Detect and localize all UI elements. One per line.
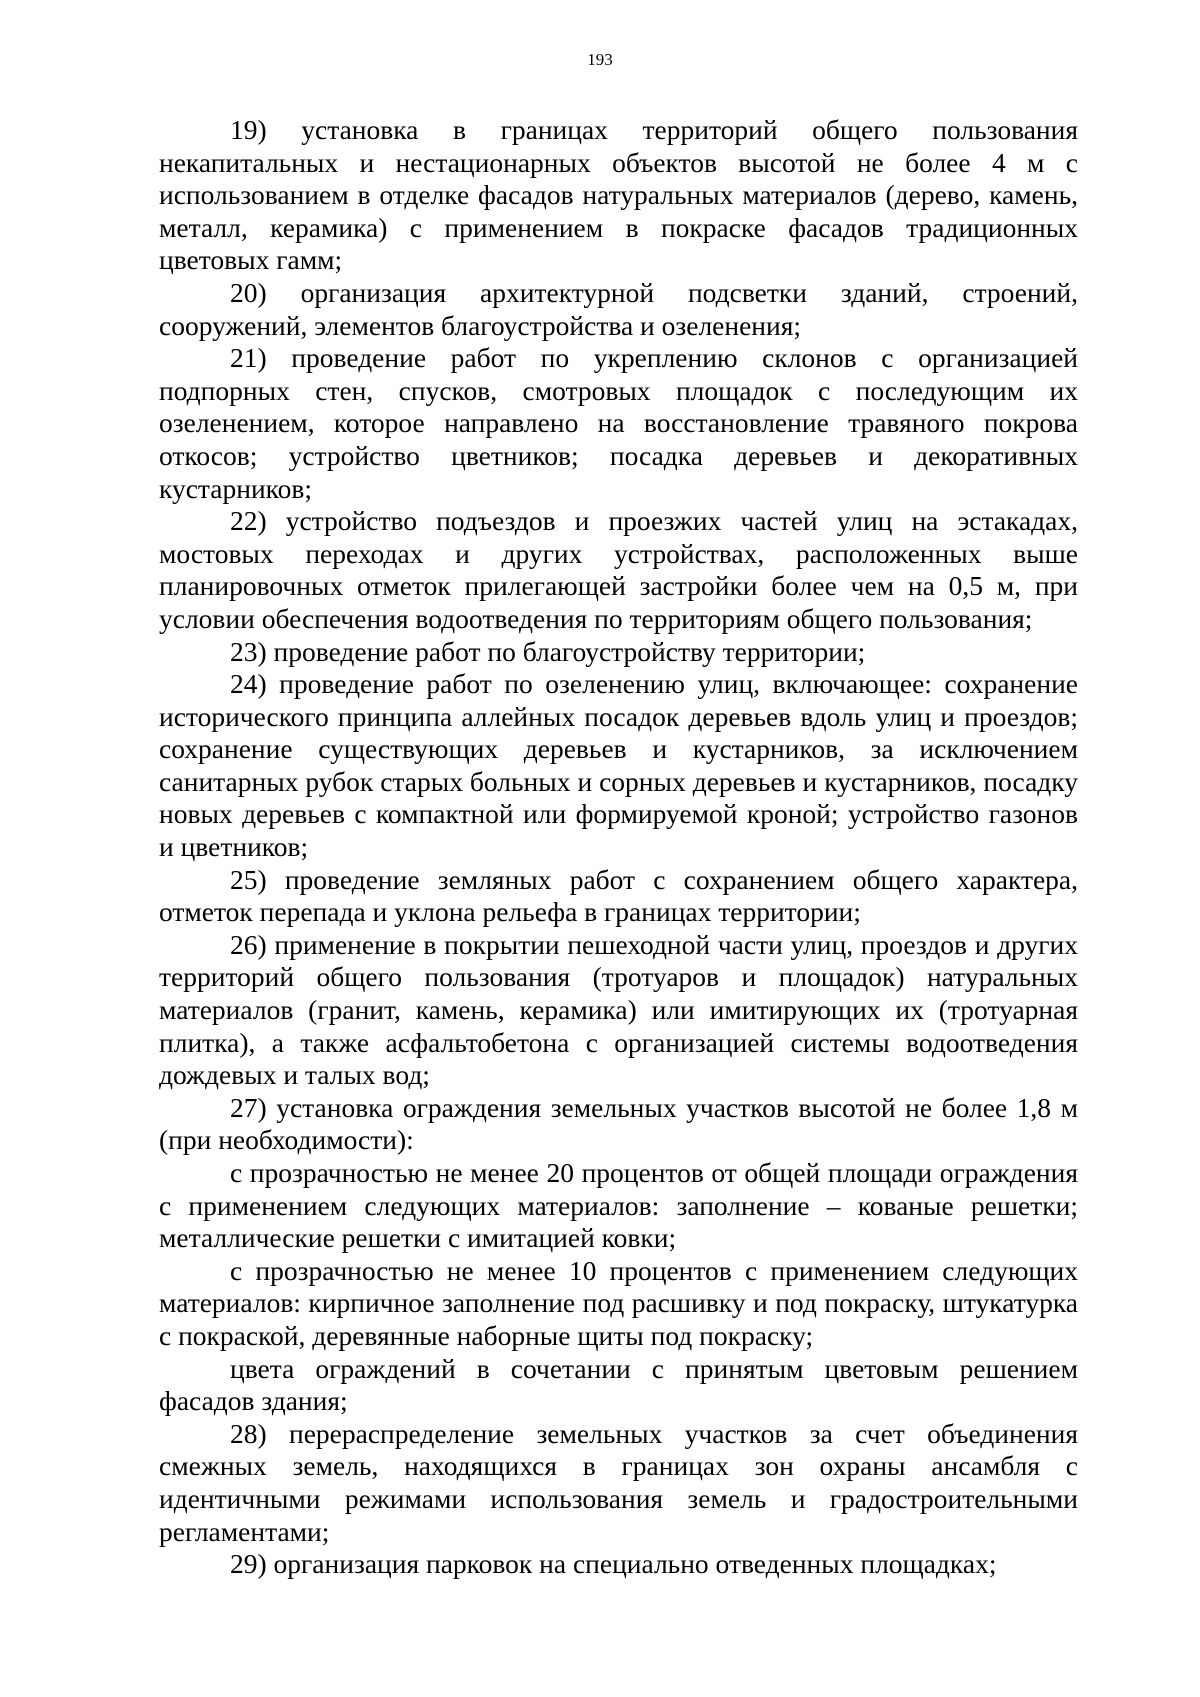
paragraph-item-29: 29) организация парковок на специально отведенных площадках; [230,1548,997,1580]
paragraph-item-19: 19) установка в границах территорий общего пользования некапитальных и нестационарных объектов высотой не более 4 м с использованием в отделке фасадов натуральных материалов (дерево, камень, металл, керамика) с применением в покраске фасадов традиционных цветовых гамм; [159,114,1078,276]
paragraph-subitem-fence-colors: цвета ограждений в сочетании с принятым цветовым решением фасадов здания; [159,1352,1078,1417]
paragraph-subitem-transparency-10: с прозрачностью не менее 10 процентов с применением следующих материалов: кирпичное заполнение под расшивку и под покраску, штукатурка с покраской, деревянные наборные щиты под покраску; [159,1254,1078,1351]
document-body [159,114,1078,1581]
paragraph-item-21: 21) проведение работ по укреплению склонов с организацией подпорных стен, спусков, смотровых площадок с последующим их озеленением, которое направлено на восстановление травяного покрова откосов; устройство цветников; посадка деревьев и декоративных кустарников; [159,342,1078,504]
paragraph-item-26: 26) применение в покрытии пешеходной части улиц, проездов и других территорий общего пользования (тротуаров и площадок) натуральных материалов (гранит, камень, керамика) или имитирующих их (тротуарная плитка), а также асфальтобетона с организацией системы водоотведения дождевых и талых вод; [159,928,1078,1091]
paragraph-item-27: 27) установка ограждения земельных участков высотой не более 1,8 м (при необходимости): [159,1091,1078,1156]
paragraph-subitem-transparency-20: с прозрачностью не менее 20 процентов от общей площади ограждения с применением следующих материалов: заполнение – кованые решетки; металлические решетки с имитацией ковки; [159,1157,1078,1254]
paragraph-item-20: 20) организация архитектурной подсветки зданий, строений, сооружений, элементов благоустройства и озеленения; [159,276,1078,341]
paragraph-item-24: 24) проведение работ по озеленению улиц, включающее: сохранение исторического принципа аллейных посадок деревьев вдоль улиц и проездов; сохранение существующих деревьев и кустарников, за исключением санитарных рубок старых больных и сорных деревьев и кустарников, посадку новых деревьев с компактной или формируемой кроной; устройство газонов и цветников; [159,668,1078,863]
page-number: 193 [587,50,613,69]
paragraph-item-23: 23) проведение работ по благоустройству территории; [230,635,866,667]
paragraph-item-22: 22) устройство подъездов и проезжих частей улиц на эстакадах, мостовых переходах и других устройствах, расположенных выше планировочных отметок прилегающей застройки более чем на 0,5 м, при условии обеспечения водоотведения по территориям общего пользования; [159,505,1078,634]
paragraph-item-25: 25) проведение земляных работ с сохранением общего характера, отметок перепада и уклона рельефа в границах территории; [159,863,1078,928]
paragraph-item-28: 28) перераспределение земельных участков за счет объединения смежных земель, находящихся в границах зон охраны ансамбля с идентичными режимами использования земель и градостроительными регламентами; [159,1417,1078,1547]
